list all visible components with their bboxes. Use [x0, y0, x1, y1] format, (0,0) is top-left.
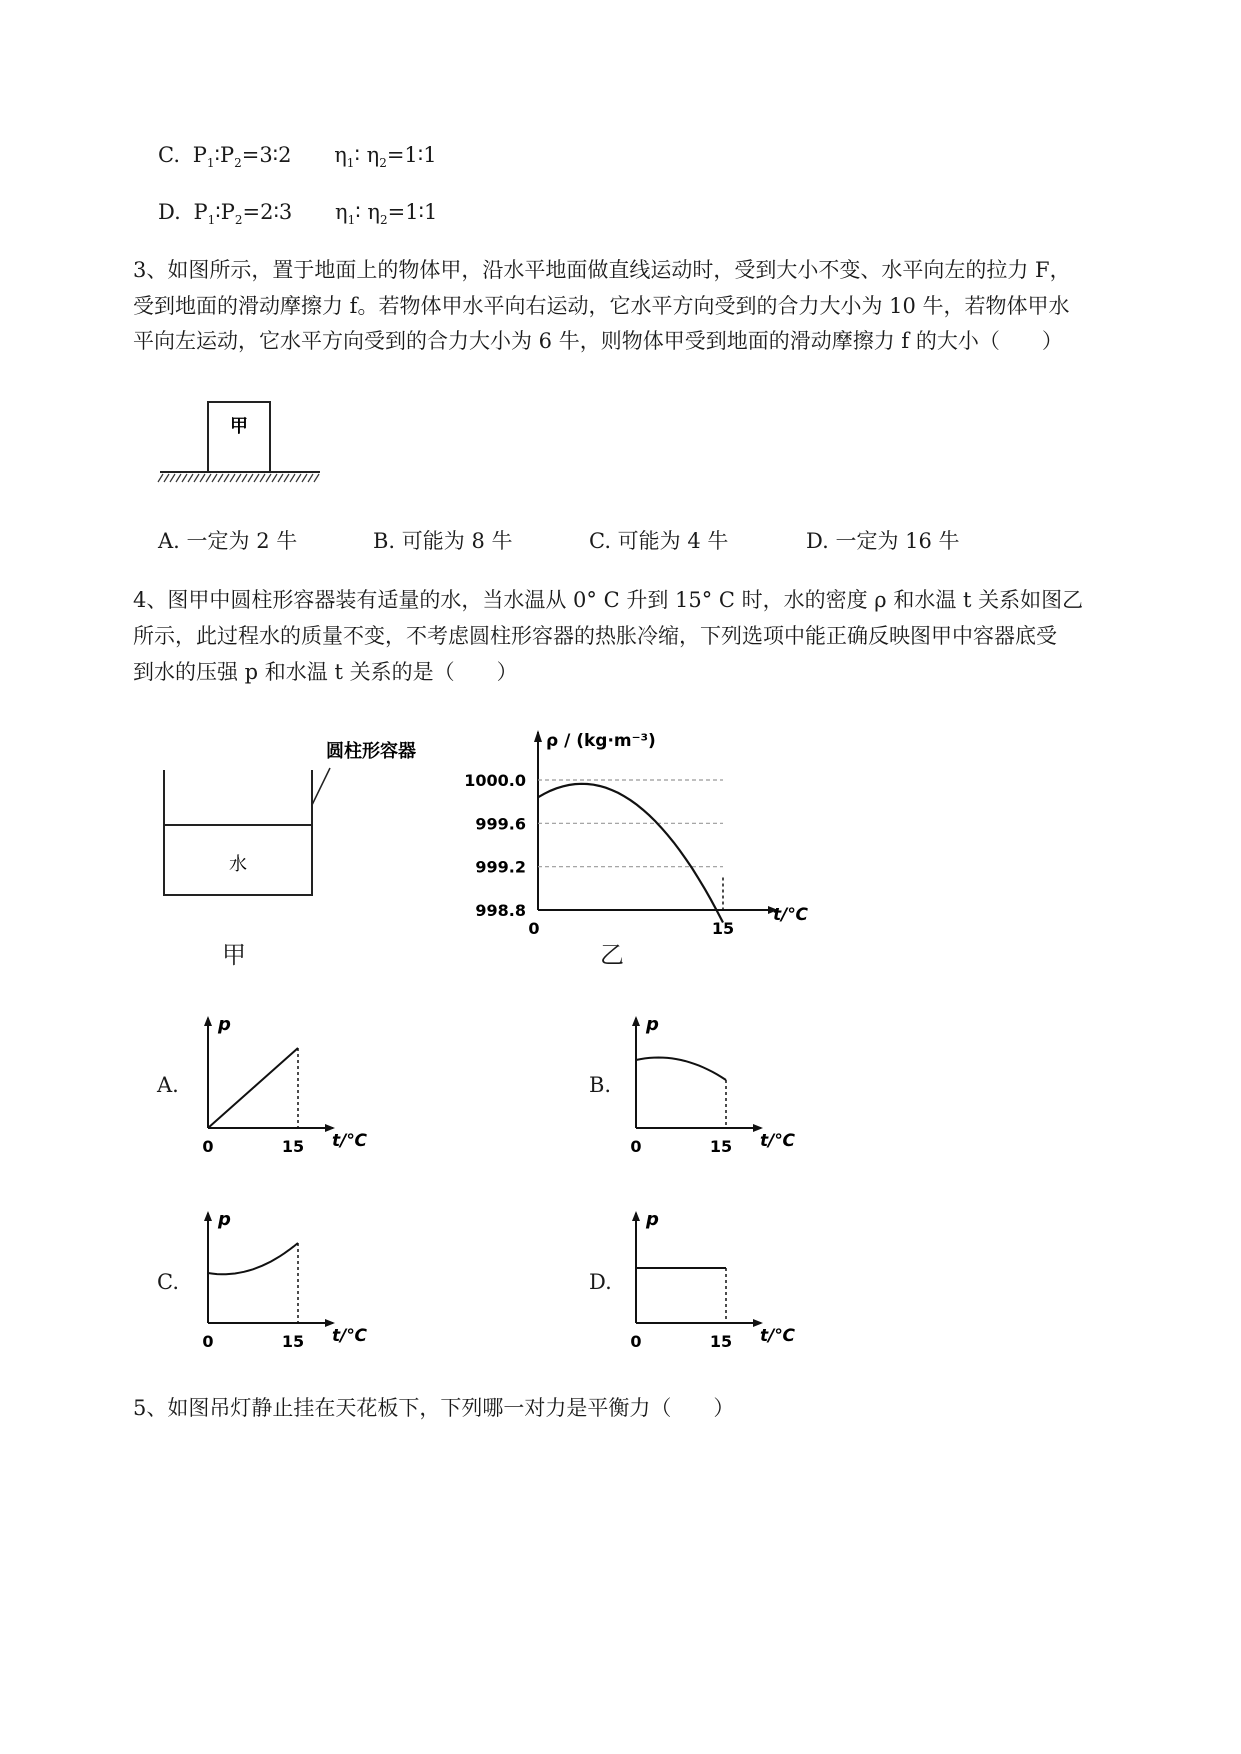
hatch-mark	[296, 474, 301, 482]
x-tick-label: 15	[711, 919, 735, 938]
q2-d-eta2: $\eta_2$	[367, 200, 388, 227]
q2-d-p2: $P_2$	[220, 200, 243, 227]
hatch-mark	[158, 474, 163, 482]
q3-block	[208, 402, 270, 472]
hatch-mark	[302, 474, 307, 482]
y-axis-arrow	[204, 1016, 212, 1026]
hatch-mark	[284, 474, 289, 482]
hatch-mark	[308, 474, 313, 482]
q2-c-p1: $P_1$	[192, 143, 215, 170]
hatch-mark	[266, 474, 271, 482]
hatch-mark	[272, 474, 277, 482]
q4-container	[164, 770, 312, 895]
hatch-mark	[176, 474, 181, 482]
x-tick-label: 15	[709, 1137, 733, 1156]
q2-c-ratio: =3∶2	[241, 143, 292, 167]
q5-line-1: 5、如图吊灯静止挂在天花板下，下列哪一对力是平衡力（ ）	[133, 1396, 735, 1420]
y-axis-label: p	[646, 1014, 659, 1035]
density-curve	[538, 784, 723, 923]
hatch-mark	[260, 474, 265, 482]
hatch-mark	[290, 474, 295, 482]
q2-c-sep: ∶	[214, 143, 220, 167]
q4-option-c-label: C.	[157, 1270, 179, 1294]
q2-c-eta2: $\eta_2$	[366, 143, 387, 170]
hatch-mark	[224, 474, 229, 482]
hatch-mark	[278, 474, 283, 482]
hatch-mark	[248, 474, 253, 482]
hatch-mark	[242, 474, 247, 482]
q4-option-c-chart	[190, 1205, 390, 1355]
q2-d-ratio: =2∶3	[242, 200, 293, 224]
y-axis-label: ρ / (kg·m⁻³)	[546, 731, 656, 751]
q2-option-d	[158, 200, 437, 227]
q4-option-d-chart	[618, 1205, 818, 1355]
q3-line-2: 受到地面的滑动摩擦力 f。若物体甲水平向右运动，它水平方向受到的合力大小为 10 牛，若物体甲水	[133, 294, 1070, 318]
q3-line-3: 平向左运动，它水平方向受到的合力大小为 6 牛，则物体甲受到地面的滑动摩擦力 f 的大小（ ）	[133, 329, 1063, 353]
hatch-mark	[314, 474, 319, 482]
q4-option-b-label: B.	[589, 1073, 612, 1097]
y-axis-label: p	[646, 1209, 659, 1230]
q2-c-eta1: $\eta_1$	[334, 143, 355, 170]
y-axis-arrow	[204, 1211, 212, 1221]
y-tick-label: 1000.0	[464, 771, 526, 790]
q4-line-1: 4、图甲中圆柱形容器装有适量的水，当水温从 0° C 升到 15° C 时，水的密度 ρ 和水温 t 关系如图乙	[133, 588, 1084, 612]
q4-container-label: 圆柱形容器	[326, 741, 416, 762]
x-axis-label: t/℃	[332, 1326, 367, 1346]
q4-option-a-chart	[190, 1010, 390, 1160]
q3-line-1: 3、如图所示，置于地面上的物体甲，沿水平地面做直线运动时，受到大小不变、水平向左的拉力 F，	[133, 258, 1071, 282]
x-tick-label: 15	[281, 1137, 305, 1156]
q2-d-eratio: =1∶1	[387, 200, 438, 224]
y-axis-label: p	[218, 1014, 231, 1035]
y-axis-label: p	[218, 1209, 231, 1230]
q4-leader-line	[312, 768, 330, 805]
q4-fig-yi-label: 乙	[600, 941, 624, 969]
y-axis-arrow	[632, 1016, 640, 1026]
x-tick-label: 15	[709, 1332, 733, 1351]
q3-ground-hatch	[158, 474, 319, 482]
q4-density-chart	[460, 720, 820, 960]
q2-c-esep: ∶	[354, 143, 360, 167]
x-axis-label: t/℃	[773, 905, 808, 925]
hatch-mark	[212, 474, 217, 482]
q2-d-p1: $P_1$	[193, 200, 216, 227]
x-tick-label: 0	[630, 1332, 642, 1351]
q4-line-2: 所示，此过程水的质量不变，不考虑圆柱形容器的热胀冷缩，下列选项中能正确反映图甲中容器底受	[133, 624, 1057, 648]
p-curve	[208, 1048, 298, 1128]
q2-option-c	[158, 143, 437, 170]
hatch-mark	[236, 474, 241, 482]
hatch-mark	[218, 474, 223, 482]
hatch-mark	[170, 474, 175, 482]
y-axis-arrow	[632, 1211, 640, 1221]
q3-block-label: 甲	[230, 416, 248, 437]
hatch-mark	[188, 474, 193, 482]
x-axis-label: t/℃	[760, 1131, 795, 1151]
hatch-mark	[164, 474, 169, 482]
x-tick-label: 0	[202, 1137, 214, 1156]
q2-d-eta1: $\eta_1$	[334, 200, 356, 227]
q4-line-3: 到水的压强 p 和水温 t 关系的是（ ）	[133, 660, 518, 684]
p-curve	[208, 1243, 298, 1274]
q3-option-a: A. 一定为 2 牛	[158, 529, 298, 553]
q2-c-eratio: =1∶1	[386, 143, 437, 167]
y-tick-label: 999.2	[475, 857, 526, 877]
y-tick-label: 998.8	[475, 901, 526, 920]
x-axis-label: t/℃	[760, 1326, 795, 1346]
q4-fig-jia-label: 甲	[222, 941, 246, 969]
y-tick-label: 999.6	[475, 814, 526, 834]
x-tick-label: 0	[202, 1332, 214, 1351]
q4-option-b-chart	[618, 1010, 818, 1160]
hatch-mark	[230, 474, 235, 482]
x-axis-label: t/℃	[332, 1131, 367, 1151]
hatch-mark	[254, 474, 259, 482]
q3-option-d: D. 一定为 16 牛	[806, 529, 960, 553]
x-tick-label: 0	[630, 1137, 642, 1156]
q2-option-c-letter: C.	[158, 143, 180, 167]
hatch-mark	[206, 474, 211, 482]
q3-option-c: C. 可能为 4 牛	[589, 529, 729, 553]
hatch-mark	[194, 474, 199, 482]
q4-water-label: 水	[229, 854, 247, 875]
q4-option-a-label: A.	[157, 1073, 179, 1097]
q2-option-d-letter: D.	[158, 200, 181, 224]
q2-d-esep: ∶	[355, 200, 361, 224]
hatch-mark	[182, 474, 187, 482]
q3-block-figure	[155, 398, 335, 498]
q3-option-b: B. 可能为 8 牛	[373, 529, 513, 553]
q2-c-p2: $P_2$	[219, 143, 242, 170]
y-axis-arrow	[534, 730, 542, 742]
q4-container-figure	[150, 730, 450, 930]
x-tick-label: 0	[528, 919, 540, 938]
p-curve	[636, 1058, 726, 1081]
x-tick-label: 15	[281, 1332, 305, 1351]
q4-option-d-label: D.	[589, 1270, 612, 1294]
q2-d-sep: ∶	[215, 200, 221, 224]
hatch-mark	[200, 474, 205, 482]
